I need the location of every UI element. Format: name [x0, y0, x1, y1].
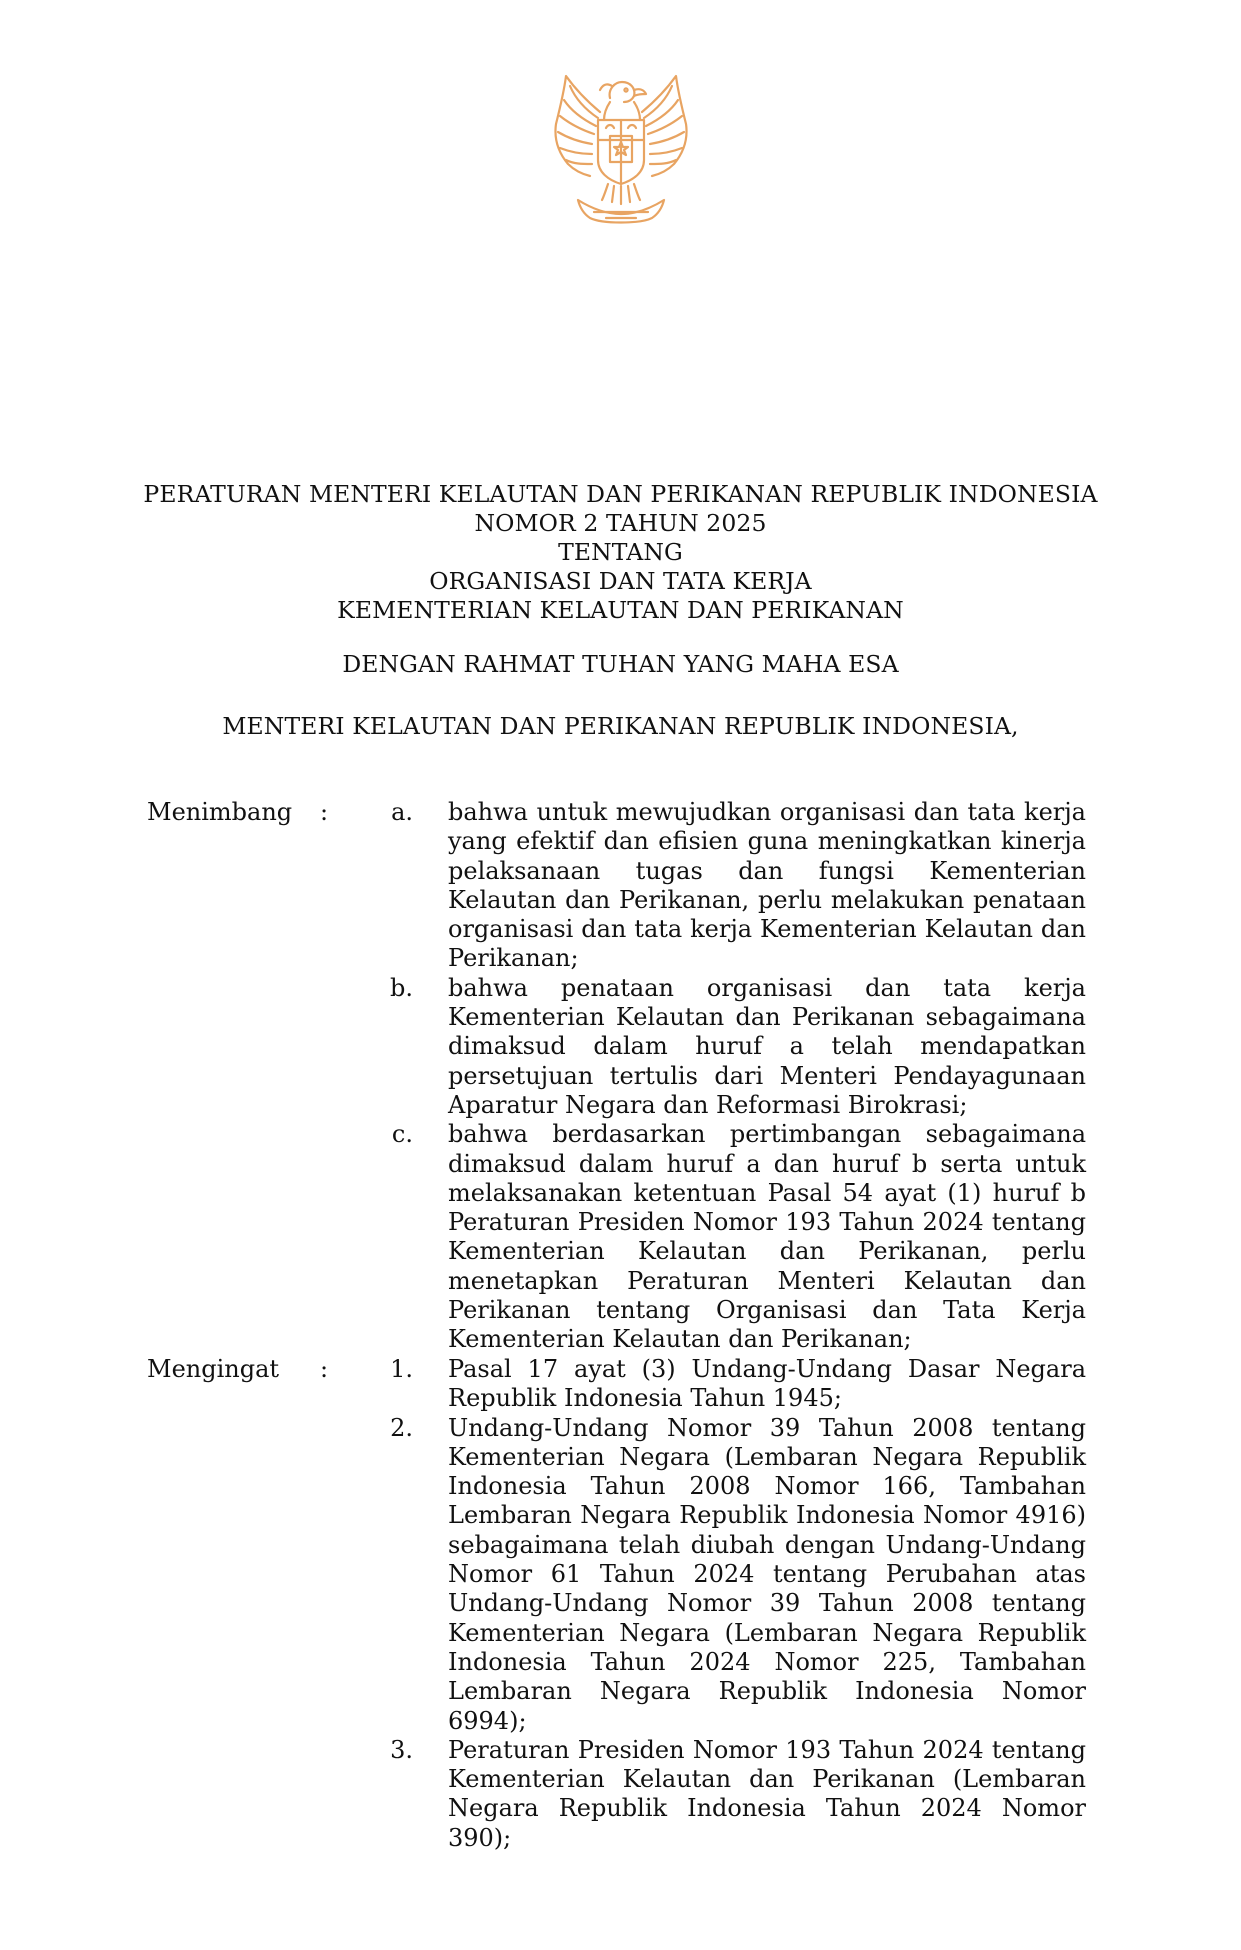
list-item-text: bahwa berdasarkan pertimbangan sebagaimana dimaksud dalam huruf a dan huruf b serta untuk melaksanakan ketentuan Pasal 54 ayat (1) huruf b Peraturan Presiden Nomor 193 Tahun 2024 tentang Kementerian Kelautan dan Perikanan, perlu menetapkan Peraturan Menteri Kelautan dan Perikanan tentang Organisasi dan Tata Kerja Kementerian Kelautan dan Perikanan; — [448, 1120, 1086, 1354]
title-line-3: TENTANG — [558, 538, 683, 566]
issuer-text: MENTERI KELAUTAN DAN PERIKANAN REPUBLIK INDONESIA, — [222, 712, 1019, 740]
list-item-text: bahwa penataan organisasi dan tata kerja Kementerian Kelautan dan Perikanan sebagaimana dimaksud dalam huruf a telah mendapatkan persetujuan tertulis dari Menteri Pendayagunaan Aparatur Negara dan Reformasi Birokrasi; — [448, 973, 1086, 1119]
title-line-2: NOMOR 2 TAHUN 2025 — [474, 509, 767, 537]
regulation-title — [0, 480, 1241, 625]
invocation — [0, 650, 1241, 679]
mengingat-label: Mengingat — [147, 1355, 280, 1383]
invocation-text: DENGAN RAHMAT TUHAN YANG MAHA ESA — [342, 650, 899, 678]
mengingat-item-1 — [147, 1355, 1091, 1414]
title-line-4: ORGANISASI DAN TATA KERJA — [429, 567, 812, 595]
title-line-1: PERATURAN MENTERI KELAUTAN DAN PERIKANAN REPUBLIK INDONESIA — [143, 480, 1098, 508]
mengingat-item-2 — [147, 1414, 1091, 1736]
list-marker: a. — [391, 798, 413, 826]
list-item-text: Peraturan Presiden Nomor 193 Tahun 2024 tentang Kementerian Kelautan dan Perikanan (Lembaran Negara Republik Indonesia Tahun 2024 Nomor 390); — [448, 1735, 1086, 1852]
title-line-5: KEMENTERIAN KELAUTAN DAN PERIKANAN — [337, 596, 904, 624]
menimbang-item-a — [147, 798, 1091, 974]
garuda-pancasila-emblem — [548, 72, 694, 228]
garuda-emblem-icon — [548, 72, 694, 228]
mengingat-colon: : — [320, 1355, 329, 1383]
list-marker: 2. — [390, 1413, 413, 1442]
mengingat-item-3 — [147, 1736, 1091, 1853]
list-item-text: Undang-Undang Nomor 39 Tahun 2008 tentang Kementerian Negara (Lembaran Negara Republik Indonesia Tahun 2008 Nomor 166, Tambahan Lembaran Negara Republik Indonesia Nomor 4916) sebagaimana telah diubah dengan Undang-Undang Nomor 61 Tahun 2024 tentang Perubahan atas Undang-Undang Nomor 39 Tahun 2008 tentang Kementerian Negara (Lembaran Negara Republik Indonesia Tahun 2024 Nomor 225, Tambahan Lembaran Negara Republik Indonesia Nomor 6994); — [448, 1413, 1086, 1735]
list-item-text: Pasal 17 ayat (3) Undang-Undang Dasar Negara Republik Indonesia Tahun 1945; — [448, 1355, 1086, 1413]
menimbang-colon: : — [320, 798, 329, 826]
list-item-text: bahwa untuk mewujudkan organisasi dan tata kerja yang efektif dan efisien guna meningkatkan kinerja pelaksanaan tugas dan fungsi Kementerian Kelautan dan Perikanan, perlu melakukan penataan organisasi dan tata kerja Kementerian Kelautan dan Perikanan; — [448, 798, 1086, 973]
list-marker: c. — [391, 1120, 413, 1149]
menimbang-label: Menimbang — [147, 798, 293, 826]
list-marker: 1. — [390, 1355, 413, 1383]
menimbang-section — [147, 798, 1091, 1355]
list-marker: b. — [390, 973, 413, 1002]
menimbang-item-c — [147, 1120, 1091, 1354]
menimbang-item-b — [147, 974, 1091, 1120]
list-marker: 3. — [390, 1735, 413, 1764]
issuer — [0, 712, 1241, 741]
mengingat-section — [147, 1355, 1091, 1853]
